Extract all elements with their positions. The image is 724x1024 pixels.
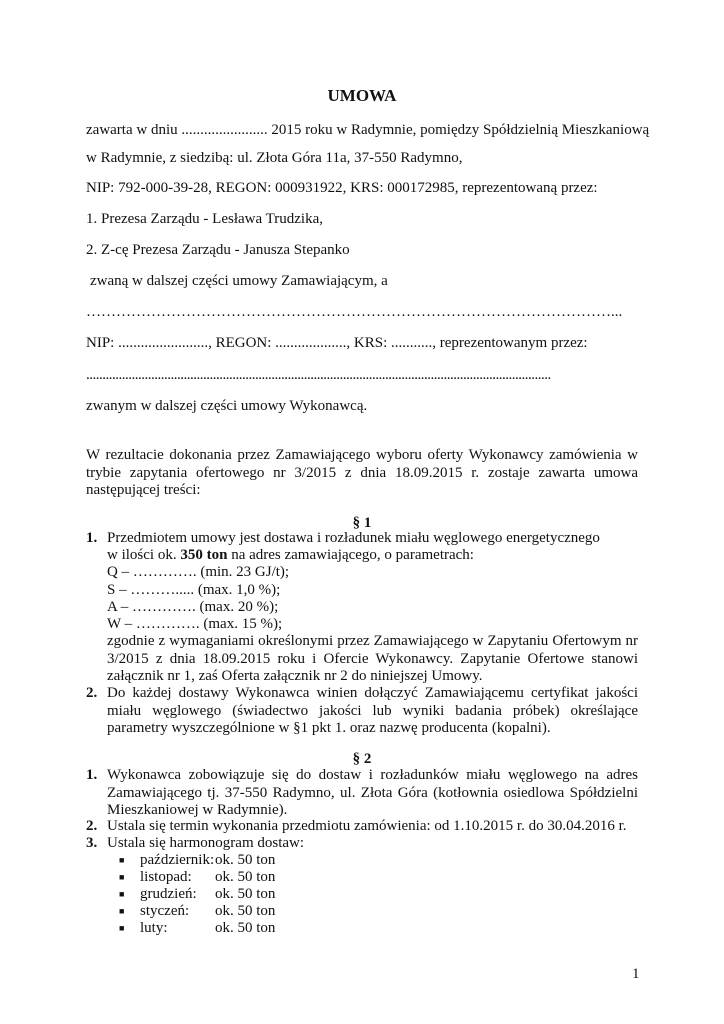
- zamawiajacy-clause: zwaną w dalszej części umowy Zamawiającym, a: [90, 273, 388, 289]
- param-a: A – …………. (max. 20 %);: [107, 599, 279, 615]
- schedule-amount: ok. 50 ton: [215, 886, 276, 902]
- schedule-month: styczeń:: [140, 903, 190, 919]
- section-2-item-1-paragraph: Wykonawca zobowiązuje się do dostaw i rozładunków miału węglowego na adres Zamawiającego tj. 37-550 Radymno, ul. Złota Góra (kotłownia osiedlowa Spółdzielni Mieszkaniowej w Radymnie).: [107, 767, 638, 818]
- section-2-heading: § 2: [352, 751, 372, 767]
- page-number: 1: [632, 966, 640, 982]
- bullet-icon: ■: [119, 923, 125, 933]
- preamble-paragraph: W rezultacie dokonania przez Zamawiającego wyboru oferty Wykonawcy zamówienia w trybie zapytania ofertowego nr 3/2015 z dnia 18.09.2015 r. zostaje zawarta umowa następującej treści:: [86, 447, 638, 498]
- dotted-line-representative: ...............................................................................................................................................: [86, 367, 551, 383]
- wykonawca-clause: zwanym w dalszej części umowy Wykonawcą.: [86, 398, 368, 414]
- intro-nip-line: NIP: 792-000-39-28, REGON: 000931922, KRS: 000172985, reprezentowaną przez:: [86, 180, 598, 196]
- param-s: S – ………..... (max. 1,0 %);: [107, 582, 281, 598]
- param-w: W – …………. (max. 15 %);: [107, 616, 283, 632]
- section-2-item-2-text: Ustala się termin wykonania przedmiotu zamówienia: od 1.10.2015 r. do 30.04.2016 r.: [107, 818, 627, 834]
- bullet-icon: ■: [119, 872, 125, 882]
- dotted-line-contractor: ……………………………………………………………………………………………...: [86, 304, 623, 320]
- contractor-nip-line: NIP: ........................, REGON: ..................., KRS: ..........., reprezentowanym przez:: [86, 335, 588, 351]
- schedule-amount: ok. 50 ton: [215, 920, 276, 936]
- schedule-month: listopad:: [140, 869, 192, 885]
- quantity-emphasis: 350 ton: [180, 547, 228, 563]
- section-2-item-3-text: Ustala się harmonogram dostaw:: [107, 835, 305, 851]
- section-2-item-2-number: 2.: [86, 818, 98, 834]
- representative-2: 2. Z-cę Prezesa Zarządu - Janusza Stepanko: [86, 242, 350, 258]
- section-1-item-1-paragraph: zgodnie z wymaganiami określonymi przez Zamawiającego w Zapytaniu Ofertowym nr 3/2015 z dnia 18.09.2015 roku i Ofercie Wykonawcy. Zapytanie Ofertowe stanowi załącznik nr 1, zaś Oferta załącznik nr 2 do niniejszej Umowy.: [107, 633, 638, 684]
- section-2-item-3-number: 3.: [86, 835, 98, 851]
- intro-line-1: zawarta w dniu ....................... 2015 roku w Radymnie, pomiędzy Spółdzielnią Mieszkaniową: [86, 122, 650, 138]
- schedule-amount: ok. 50 ton: [215, 869, 276, 885]
- section-2-item-1-number: 1.: [86, 767, 98, 783]
- bullet-icon: ■: [119, 889, 125, 899]
- section-1-heading: § 1: [352, 515, 372, 531]
- section-1-item-1-line-a: Przedmiotem umowy jest dostawa i rozładunek miału węglowego energetycznego: [107, 530, 600, 546]
- document-title: UMOWA: [327, 86, 397, 105]
- schedule-month: grudzień:: [140, 886, 197, 902]
- section-1-item-1-number: 1.: [86, 530, 98, 546]
- param-q: Q – …………. (min. 23 GJ/t);: [107, 564, 290, 580]
- representative-1: 1. Prezesa Zarządu - Lesława Trudzika,: [86, 211, 323, 227]
- schedule-month: luty:: [140, 920, 168, 936]
- section-1-item-2-number: 2.: [86, 685, 98, 701]
- bullet-icon: ■: [119, 906, 125, 916]
- section-1-item-1-line-b: w ilości ok. 350 ton na adres zamawiającego, o parametrach:: [107, 547, 474, 563]
- intro-line-2: w Radymnie, z siedzibą: ul. Złota Góra 11a, 37-550 Radymno,: [86, 150, 463, 166]
- schedule-amount: ok. 50 ton: [215, 852, 276, 868]
- schedule-amount: ok. 50 ton: [215, 903, 276, 919]
- bullet-icon: ■: [119, 855, 125, 865]
- schedule-month: październik:: [140, 852, 215, 868]
- section-1-item-2-paragraph: Do każdej dostawy Wykonawca winien dołączyć Zamawiającemu certyfikat jakości miału węglowego (świadectwo jakości lub wyniki badania próbek) określające parametry wyszczególnione w §1 pkt 1. oraz nazwę producenta (kopalni).: [107, 685, 638, 736]
